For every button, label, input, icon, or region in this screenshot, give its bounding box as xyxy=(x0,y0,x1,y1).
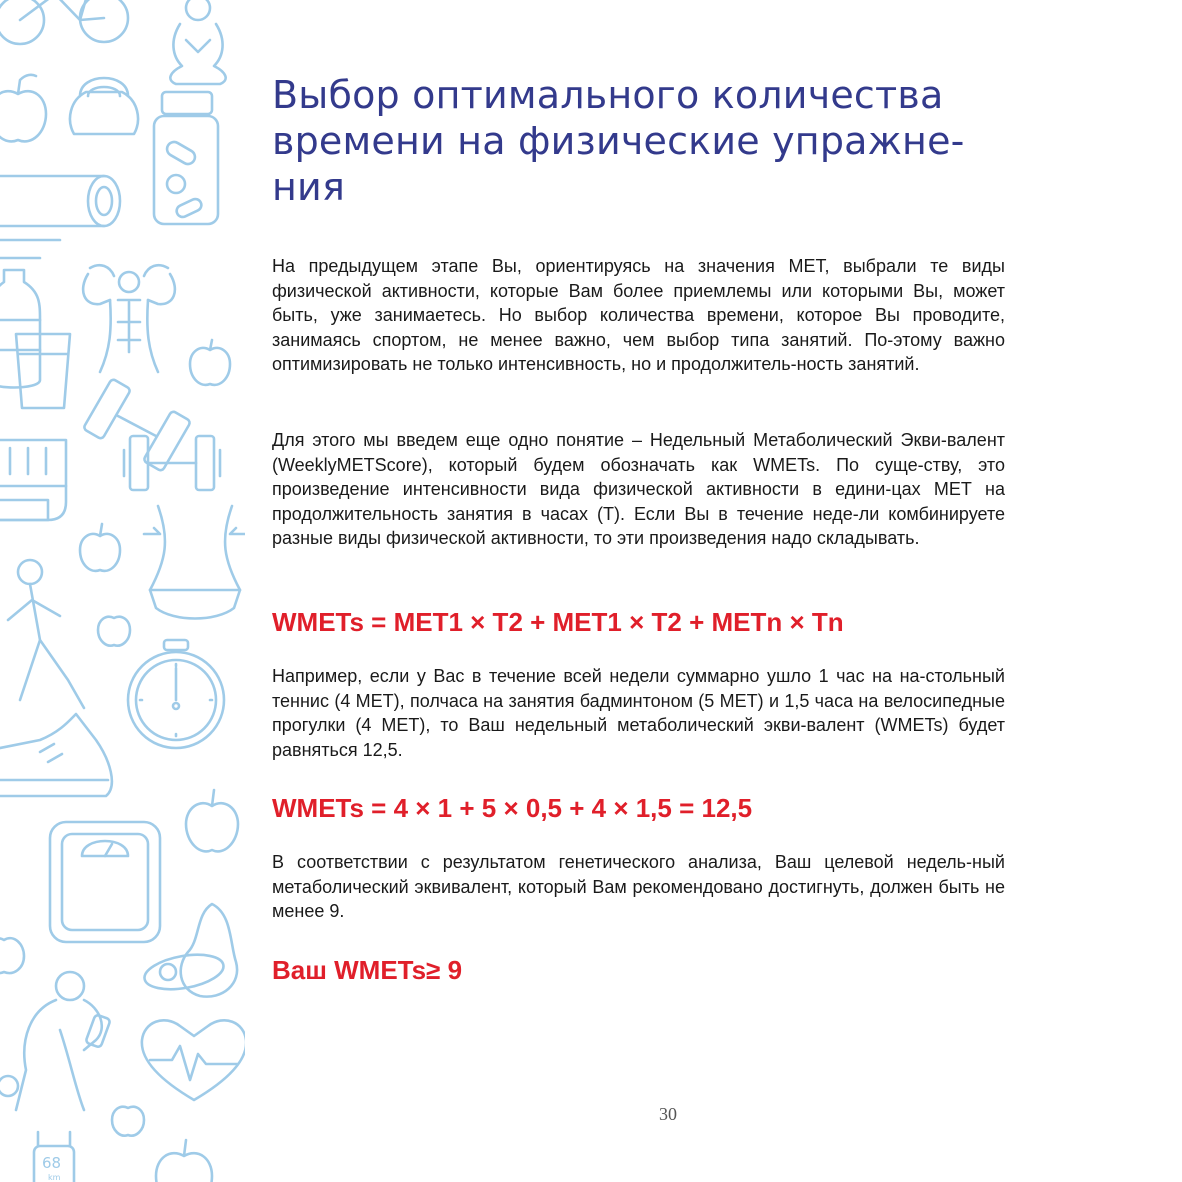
sneaker-icon xyxy=(0,714,112,796)
dumbbell-icon xyxy=(124,436,220,490)
yoga-icon xyxy=(170,0,225,84)
paragraph-4: В соответствии с результатом генетического анализа, Ваш целевой недель-ный метаболический эквивалент, который Вам рекомендовано достигнуть, должен быть не менее 9. xyxy=(272,852,1005,922)
paragraph-2: Для этого мы введем еще одно понятие – Недельный Метаболический Экви-валент (WeeklyMETScore), который будем обозначать как WMETs. По суще-ству, это произведение интенсивности вида физической активности в едини-цах МЕТ на продолжительность занятия в часах (Т). Если Вы в течение неде-ли комбинируете разные виды физической активности, то эти произведения надо складывать. xyxy=(272,430,1005,549)
apple-icon xyxy=(186,790,238,851)
page-title: Выбор оптимального количества времени на физические упражне-ния xyxy=(272,73,965,209)
apple-icon xyxy=(0,75,46,142)
fitness-tracker-icon xyxy=(34,1132,74,1182)
yoga-mat-icon xyxy=(0,176,120,258)
runner-icon xyxy=(8,560,84,708)
apple-icon xyxy=(156,1140,212,1182)
bodybuilder-icon xyxy=(0,972,111,1110)
heart-pulse-icon xyxy=(142,1020,245,1100)
tracker-unit: km xyxy=(48,1173,61,1182)
glass-icon xyxy=(16,334,70,408)
avocado-icon xyxy=(142,904,237,997)
scale-icon xyxy=(50,822,160,942)
glove-icon xyxy=(0,440,66,520)
pill-bottle-icon xyxy=(154,92,218,224)
apple-icon xyxy=(98,617,130,646)
bicycle-icon xyxy=(0,0,128,44)
kettlebell-icon xyxy=(70,78,138,134)
formula-target: Ваш WMETs≥ 9 xyxy=(272,955,463,985)
formula-example: WMETs = 4 × 1 + 5 × 0,5 + 4 × 1,5 = 12,5 xyxy=(272,793,753,823)
apple-icon xyxy=(80,524,120,571)
apple-icon xyxy=(190,340,230,385)
paragraph-1: На предыдущем этапе Вы, ориентируясь на значения МЕТ, выбрали те виды физической активности, которые Вам более приемлемы или которыми Вы, может быть, уже занимаетесь. Но выбор количества времени, которое Вы проводите, занимаясь спортом, не менее важно, чем выбор типа занятий. По-этому важно оптимизировать не только интенсивность, но и продолжитель-ность занятий. xyxy=(272,256,1005,375)
apple-icon xyxy=(0,938,24,973)
apple-icon xyxy=(112,1107,144,1136)
tracker-value: 68 xyxy=(42,1154,62,1172)
formula-general: WMETs = MET1 × T2 + MET1 × T2 + METn × Tn xyxy=(272,607,844,637)
paragraph-3: Например, если у Вас в течение всей недели суммарно ушло 1 час на на-стольный теннис (4 МЕТ), полчаса на занятия бадминтоном (5 МЕТ) и 1,5 часа на велосипедные прогулки (4 МЕТ), то Ваш недельный метаболический экви-валент (WMETs) будет равняться 12,5. xyxy=(272,666,1005,760)
decorative-icon-sidebar xyxy=(0,0,245,1182)
page-number: 30 xyxy=(659,1104,677,1124)
stopwatch-icon xyxy=(128,640,224,748)
waist-icon xyxy=(144,506,245,619)
dumbbell-icon xyxy=(83,378,191,471)
muscle-torso-icon xyxy=(83,265,175,372)
